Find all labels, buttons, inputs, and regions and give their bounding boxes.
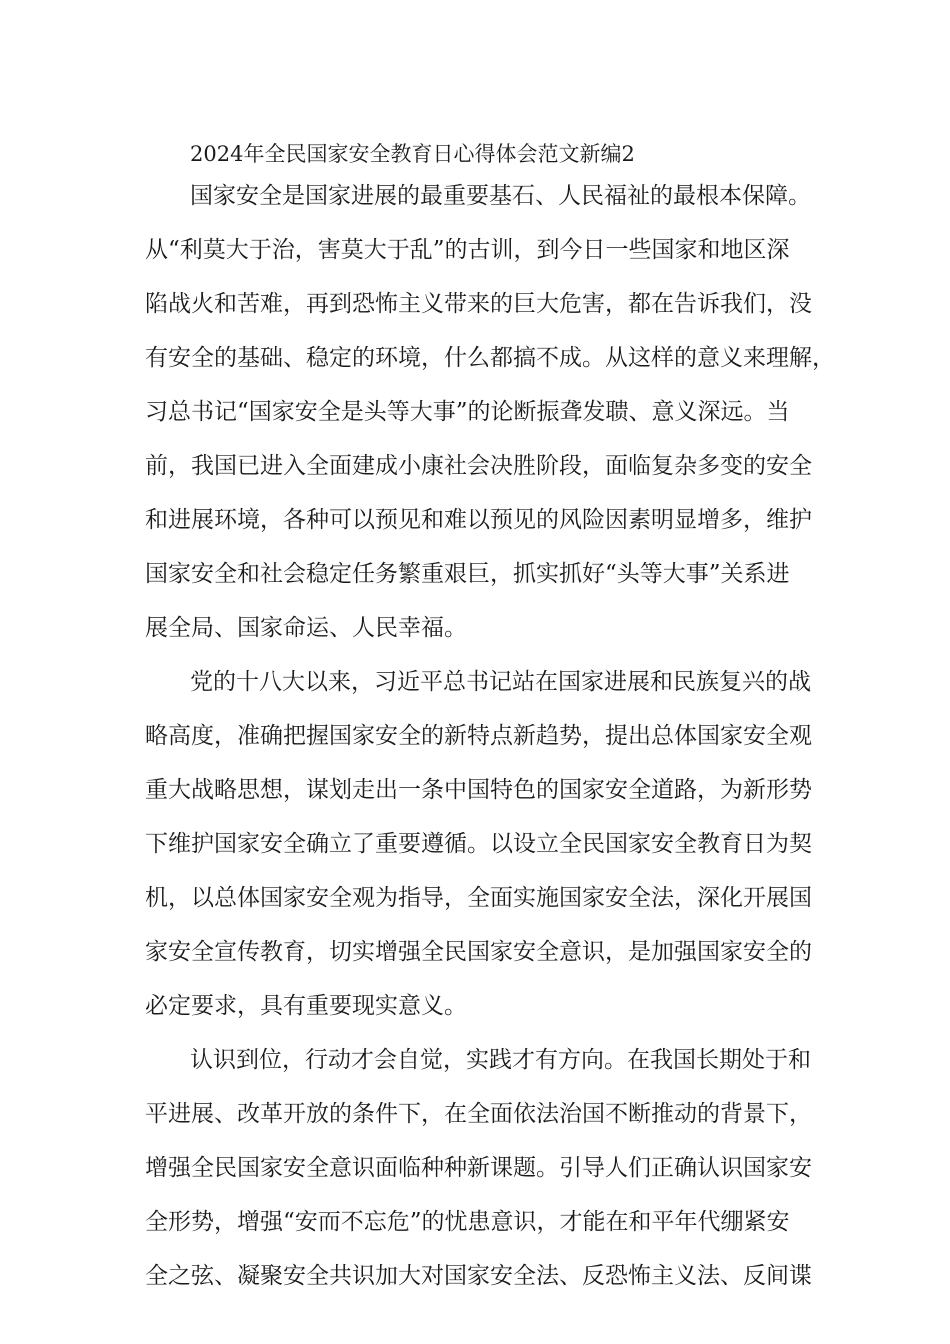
text-line: 家安全宣传教育，切实增强全民国家安全意识，是加强国家安全的 — [145, 939, 812, 965]
text-line: 机，以总体国家安全观为指导，全面实施国家安全法，深化开展国 — [145, 885, 812, 911]
text-line: 增强全民国家安全意识面临种种新课题。引导人们正确认识国家安 — [145, 1155, 812, 1181]
text-line: 平进展、改革开放的条件下，在全面依法治国不断推动的背景下， — [145, 1101, 812, 1127]
text-line: 必定要求，具有重要现实意义。 — [145, 993, 467, 1019]
text-line: 习总书记“国家安全是头等大事”的论断振聋发聩、意义深远。当 — [145, 399, 790, 425]
text-line: 前，我国已进入全面建成小康社会决胜阶段，面临复杂多变的安全 — [145, 453, 812, 479]
text-line: 略高度，准确把握国家安全的新特点新趋势，提出总体国家安全观 — [145, 723, 812, 749]
text-line: 全形势，增强“安而不忘危”的忧患意识，才能在和平年代绷紧安 — [145, 1209, 790, 1235]
text-line: 党的十八大以来，习近平总书记站在国家进展和民族复兴的战 — [190, 669, 811, 695]
text-line: 重大战略思想，谋划走出一条中国特色的国家安全道路，为新形势 — [145, 777, 812, 803]
text-line: 陷战火和苦难，再到恐怖主义带来的巨大危害，都在告诉我们，没 — [145, 291, 812, 317]
text-line: 国家安全和社会稳定任务繁重艰巨，抓实抓好“头等大事”关系进 — [145, 561, 790, 587]
text-line: 展全局、国家命运、人民幸福。 — [145, 615, 467, 641]
text-line: 下维护国家安全确立了重要遵循。以设立全民国家安全教育日为契 — [145, 831, 812, 857]
text-line: 和进展环境，各种可以预见和难以预见的风险因素明显增多，维护 — [145, 507, 812, 533]
text-line: 国家安全是国家进展的最重要基石、人民福祉的最根本保障。 — [190, 183, 811, 209]
text-line: 认识到位，行动才会自觉，实践才有方向。在我国长期处于和 — [190, 1047, 811, 1073]
document-title: 2024年全民国家安全教育日心得体会范文新编2 — [190, 142, 635, 166]
text-line: 有安全的基础、稳定的环境，什么都搞不成。从这样的意义来理解， — [145, 345, 835, 371]
text-line: 从“利莫大于治，害莫大于乱”的古训，到今日一些国家和地区深 — [145, 237, 790, 263]
text-line: 全之弦、凝聚安全共识加大对国家安全法、反恐怖主义法、反间谍 — [145, 1263, 812, 1289]
